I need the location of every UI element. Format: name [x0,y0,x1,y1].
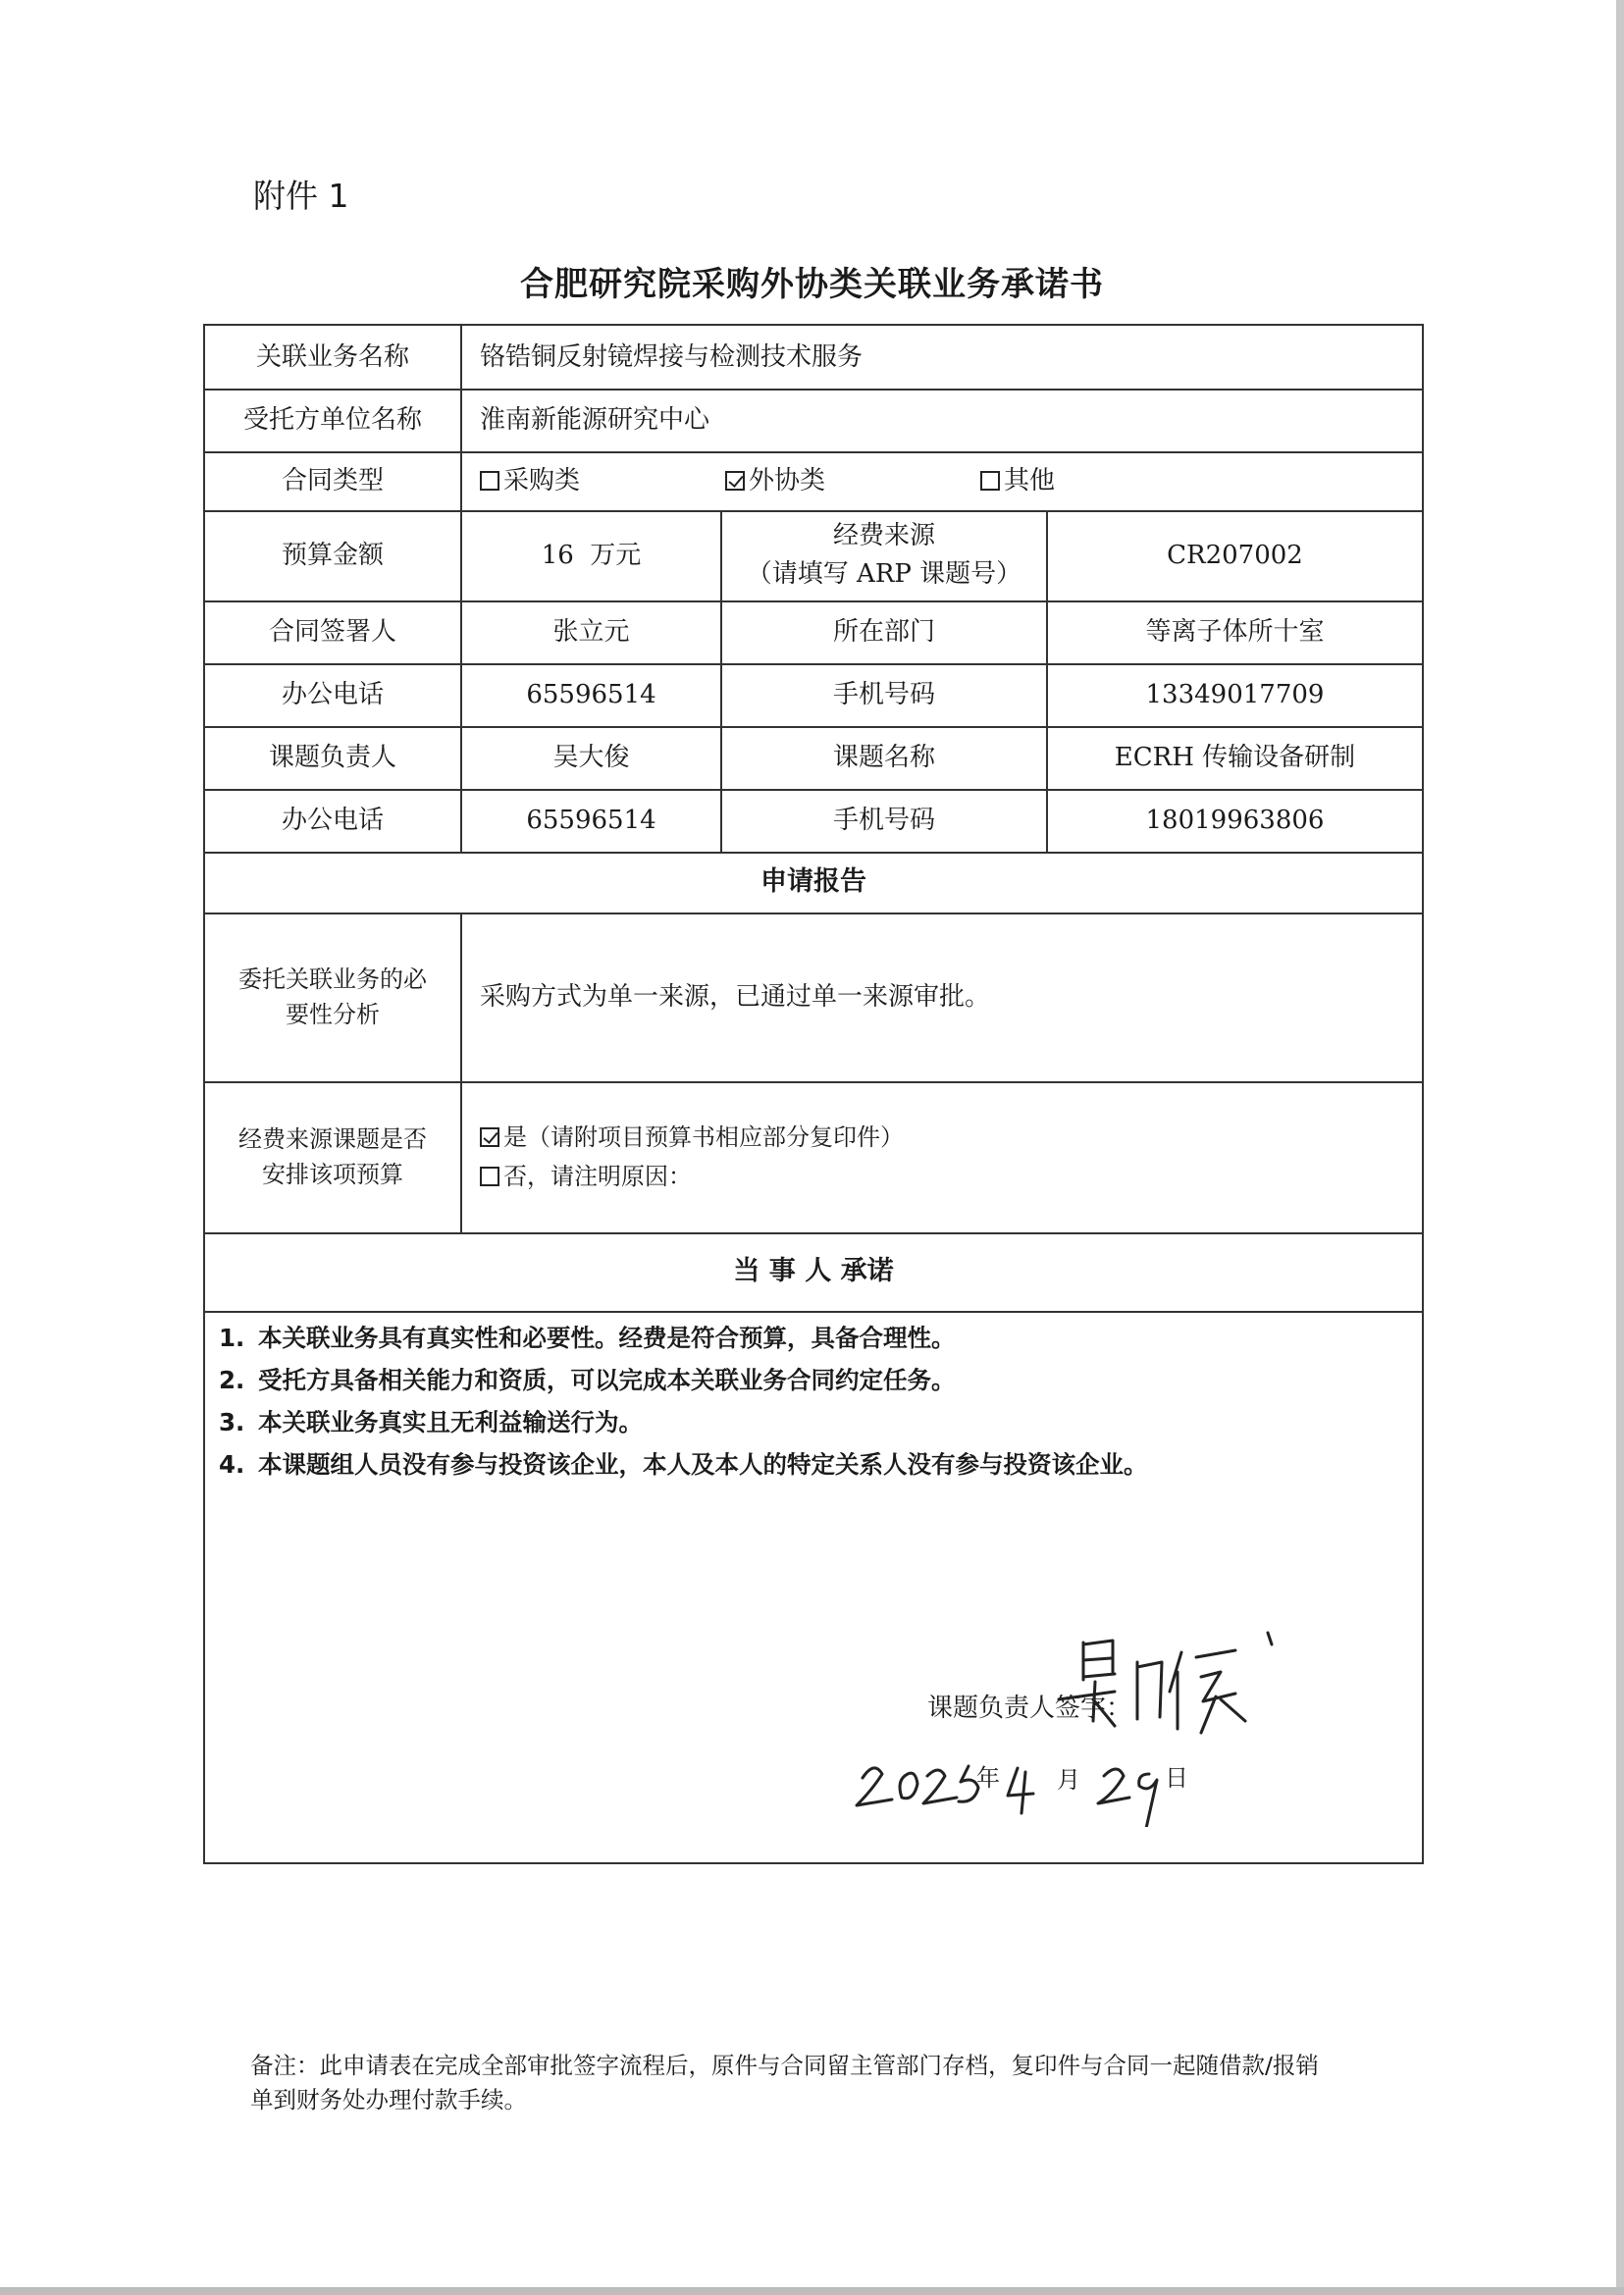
department-value: 等离子体所十室 [1145,616,1325,647]
office-phone-value: 65596514 [526,679,656,709]
signature-label: 课题负责人签字： [927,1694,1132,1723]
mobile-value: 13349017709 [1145,679,1325,709]
signer-value: 张立元 [552,616,630,647]
commitment-heading: 当 事 人 承诺 [733,1255,894,1286]
commitment-item [219,1401,1148,1443]
date-year-unit: 年 [976,1764,1000,1792]
budget-arranged-label-line1: 经费来源课题是否 [238,1125,427,1153]
contract-type-option-other[interactable] [980,462,1055,500]
commitment-number: 3. [219,1408,245,1436]
checkbox-checked-icon[interactable] [725,471,745,491]
date-day-unit: 日 [1165,1764,1188,1792]
mobile-value-2: 18019963806 [1145,805,1325,835]
contract-type-label: 合同类型 [281,465,384,496]
office-phone-label: 办公电话 [281,679,384,709]
commitment-number: 2. [219,1366,245,1394]
budget-arranged-no-option[interactable] [480,1159,692,1194]
option-label: 采购类 [503,465,581,496]
budget-arranged-label-line2: 安排该项预算 [262,1161,403,1188]
commitment-item [219,1443,1148,1486]
commitment-number: 1. [219,1324,245,1352]
office-phone-label-2: 办公电话 [281,805,384,835]
commitment-text: 本关联业务具有真实性和必要性。经费是符合预算，具备合理性。 [258,1324,956,1352]
entrusted-unit-value: 淮南新能源研究中心 [480,404,710,435]
checkbox-checked-icon[interactable] [480,1127,499,1147]
commitment-text: 本关联业务真实且无利益输送行为。 [258,1408,643,1436]
necessity-label-line1: 委托关联业务的必 [238,965,427,993]
document-title: 合肥研究院采购外协类关联业务承诺书 [520,265,1104,304]
fund-source-label-line2: （请填写 ARP 课题号） [746,559,1022,589]
commitment-item [219,1317,1148,1359]
contract-type-option-purchase[interactable] [480,462,725,500]
application-report-heading: 申请报告 [760,865,866,897]
checkbox-unchecked-icon[interactable] [480,1167,499,1186]
project-name-label: 课题名称 [832,742,935,772]
commitment-list [219,1317,1148,1486]
business-name-value: 铬锆铜反射镜焊接与检测技术服务 [480,341,864,372]
commitment-text: 受托方具备相关能力和资质，可以完成本关联业务合同约定任务。 [258,1366,956,1394]
commitment-number: 4. [219,1450,245,1479]
footnote-line-1: 备注：此申请表在完成全部审批签字流程后，原件与合同留主管部门存档，复印件与合同一起随借款/报销 [250,2052,1319,2079]
budget-label: 预算金额 [281,540,384,570]
scan-edge-bottom [0,2287,1624,2295]
footnote [250,2049,1388,2117]
option-label: 外协类 [749,465,826,496]
handwritten-date-strokes [853,1719,1206,1827]
budget-arranged-label [205,1081,460,1232]
mobile-label: 手机号码 [832,679,935,709]
signer-label: 合同签署人 [268,616,396,647]
fund-source-label [722,510,1046,600]
project-leader-label: 课题负责人 [268,742,396,772]
fund-source-value: CR207002 [1167,540,1303,570]
date-month-unit: 月 [1057,1766,1080,1794]
row-divider [205,1311,1422,1313]
department-label: 所在部门 [832,616,935,647]
project-name-value: ECRH 传输设备研制 [1114,742,1356,772]
option-label: 其他 [1004,465,1056,496]
entrusted-unit-label: 受托方单位名称 [242,404,422,435]
scan-edge-right [1616,0,1624,2295]
project-leader-value: 吴大俊 [552,742,630,772]
business-name-label: 关联业务名称 [255,341,409,372]
commitment-form [203,324,1424,1864]
checkbox-unchecked-icon[interactable] [980,471,1000,491]
office-phone-value-2: 65596514 [526,805,656,835]
checkbox-unchecked-icon[interactable] [480,471,499,491]
necessity-label [205,913,460,1081]
signature-date [853,1719,1206,1827]
footnote-line-2: 单到财务处办理付款手续。 [250,2086,527,2113]
necessity-value: 采购方式为单一来源，已通过单一来源审批。 [480,981,991,1012]
commitment-text: 本课题组人员没有参与投资该企业，本人及本人的特定关系人没有参与投资该企业。 [258,1450,1148,1479]
attachment-label: 附件 1 [253,177,349,215]
budget-value: 16 万元 [541,540,642,570]
fund-source-label-line1: 经费来源 [832,521,935,550]
option-label: 是（请附项目预算书相应部分复印件） [503,1123,904,1151]
budget-arranged-yes-option[interactable] [480,1120,904,1155]
contract-type-options [462,451,1422,510]
budget-arranged-options [462,1081,1422,1232]
mobile-label-2: 手机号码 [832,805,935,835]
commitment-item [219,1359,1148,1401]
necessity-label-line2: 要性分析 [286,1001,380,1028]
option-label: 否，请注明原因： [503,1163,692,1190]
contract-type-option-outsourcing[interactable] [725,462,980,500]
